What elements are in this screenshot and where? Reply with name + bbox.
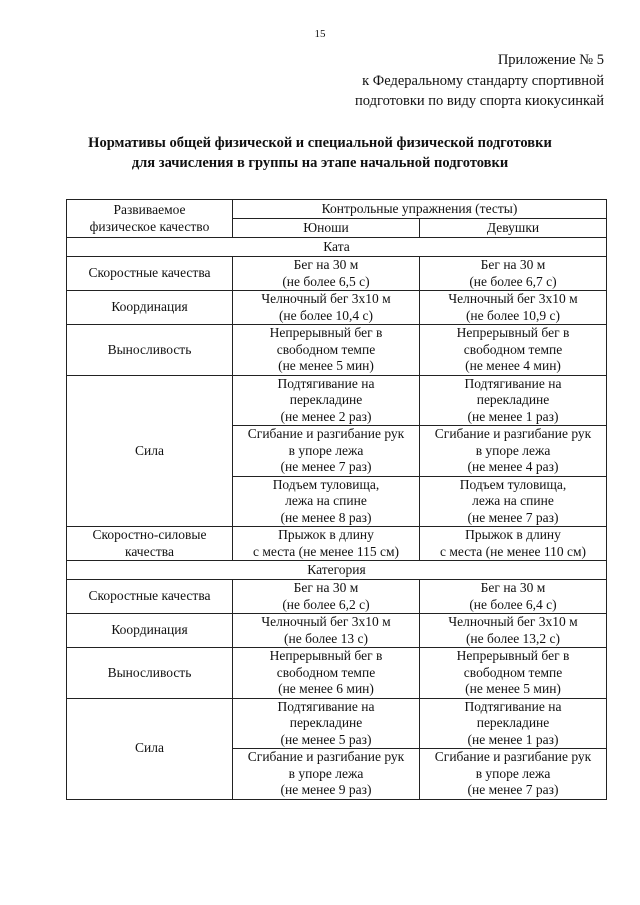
girls-standard-cell xyxy=(420,325,607,376)
boys-standard-cell xyxy=(233,291,420,325)
boys-standard-line: с места (не менее 115 см) xyxy=(252,543,400,559)
table-row xyxy=(67,375,607,426)
girls-standard-line: Подтягивание на xyxy=(464,698,562,714)
boys-standard-line: Бег на 30 м xyxy=(293,257,359,272)
boys-standard-cell xyxy=(233,527,420,561)
boys-standard-line: Подъем туловища, xyxy=(272,476,380,492)
girls-standard-cell xyxy=(420,614,607,648)
boys-standard-line: Подтягивание на xyxy=(277,375,375,391)
boys-standard-line: (не менее 8 раз) xyxy=(280,509,372,525)
girls-standard-line: (не менее 1 раз) xyxy=(467,731,559,747)
boys-standard-line: (не менее 5 мин) xyxy=(278,358,374,373)
girls-standard-line: (не менее 5 мин) xyxy=(465,681,561,696)
boys-standard-cell xyxy=(233,476,420,527)
girls-standard-line: Челночный бег 3х10 м xyxy=(448,614,578,629)
header-girls: Девушки xyxy=(420,219,607,238)
quality-cell: Сила xyxy=(67,698,233,799)
boys-standard-line: Сгибание и разгибание рук xyxy=(247,426,405,441)
girls-standard-line: перекладине xyxy=(476,715,550,730)
document-title xyxy=(0,133,640,173)
girls-standard-cell xyxy=(420,580,607,614)
boys-standard-cell xyxy=(233,614,420,648)
table-row xyxy=(67,325,607,376)
girls-standard-line: Подтягивание на xyxy=(464,375,562,391)
girls-standard-line: (не более 6,4 с) xyxy=(469,596,557,612)
girls-standard-line: (не менее 1 раз) xyxy=(467,408,559,424)
section-row xyxy=(67,561,607,580)
boys-standard-line: Непрерывный бег в xyxy=(269,648,383,663)
boys-standard-line: Прыжок в длину xyxy=(278,527,374,542)
boys-standard-line: (не более 13 с) xyxy=(284,630,368,646)
boys-standard-cell xyxy=(233,325,420,376)
boys-standard-line: (не менее 6 мин) xyxy=(278,681,374,696)
boys-standard-line: Непрерывный бег в xyxy=(269,325,383,340)
girls-standard-line: (не менее 4 мин) xyxy=(465,358,561,373)
boys-standard-line: Челночный бег 3х10 м xyxy=(261,614,391,629)
girls-standard-line: Непрерывный бег в xyxy=(456,325,570,340)
boys-standard-cell xyxy=(233,698,420,749)
boys-standard-line: перекладине xyxy=(289,392,363,407)
boys-standard-line: Подтягивание на xyxy=(277,698,375,714)
boys-standard-line: Челночный бег 3х10 м xyxy=(261,291,391,306)
girls-standard-line: Бег на 30 м xyxy=(480,580,546,595)
girls-standard-cell xyxy=(420,375,607,426)
girls-standard-line: свободном темпе xyxy=(463,341,563,357)
norms-table xyxy=(66,199,607,800)
header-quality-line-1: Развиваемое xyxy=(113,202,186,217)
table-body xyxy=(67,238,607,800)
girls-standard-line: перекладине xyxy=(476,392,550,407)
girls-standard-line: Непрерывный бег в xyxy=(456,648,570,663)
boys-standard-cell xyxy=(233,257,420,291)
boys-standard-line: свободном темпе xyxy=(276,664,376,680)
girls-standard-line: Подъем туловища, xyxy=(459,476,567,492)
section-row xyxy=(67,238,607,257)
girls-standard-cell xyxy=(420,749,607,800)
quality-cell: Сила xyxy=(67,375,233,527)
quality-cell: Выносливость xyxy=(67,325,233,376)
boys-standard-cell xyxy=(233,580,420,614)
table-row xyxy=(67,698,607,749)
boys-standard-cell xyxy=(233,749,420,800)
girls-standard-line: (не менее 7 раз) xyxy=(467,509,559,525)
table-row xyxy=(67,648,607,699)
table-row xyxy=(67,257,607,291)
boys-standard-line: (не более 10,4 с) xyxy=(278,307,374,323)
table-row xyxy=(67,291,607,325)
quality-cell: Выносливость xyxy=(67,648,233,699)
girls-standard-cell xyxy=(420,698,607,749)
boys-standard-line: (не более 6,5 с) xyxy=(282,273,370,289)
title-line-2: для зачисления в группы на этапе начальной подготовки xyxy=(131,155,509,171)
header-boys: Юноши xyxy=(233,219,420,238)
section-title: Ката xyxy=(67,238,607,257)
girls-standard-line: Сгибание и разгибание рук xyxy=(434,749,592,764)
quality-cell: Координация xyxy=(67,614,233,648)
girls-standard-cell xyxy=(420,426,607,477)
boys-standard-line: (не более 6,2 с) xyxy=(282,596,370,612)
girls-standard-line: с места (не менее 110 см) xyxy=(439,543,587,559)
boys-standard-line: (не менее 2 раз) xyxy=(280,408,372,424)
quality-line: качества xyxy=(124,543,174,559)
annex-line-2: к Федеральному стандарту спортивной xyxy=(362,72,604,89)
quality-cell xyxy=(67,527,233,561)
title-line-1: Нормативы общей физической и специальной физической подготовки xyxy=(88,135,552,151)
girls-standard-cell xyxy=(420,648,607,699)
quality-cell: Скоростные качества xyxy=(67,257,233,291)
girls-standard-line: Прыжок в длину xyxy=(465,527,561,542)
annex-line-1: Приложение № 5 xyxy=(497,52,604,68)
page-number: 15 xyxy=(314,28,326,40)
boys-standard-line: перекладине xyxy=(289,715,363,730)
header-quality xyxy=(67,200,233,238)
boys-standard-line: (не менее 7 раз) xyxy=(280,459,372,474)
annex-header xyxy=(355,50,604,112)
girls-standard-line: Сгибание и разгибание рук xyxy=(434,426,592,441)
table-row xyxy=(67,527,607,561)
girls-standard-line: в упоре лежа xyxy=(475,765,551,781)
girls-standard-line: (не менее 7 раз) xyxy=(467,782,559,797)
boys-standard-cell xyxy=(233,375,420,426)
boys-standard-line: в упоре лежа xyxy=(288,442,364,458)
girls-standard-line: в упоре лежа xyxy=(475,442,551,458)
girls-standard-line: (не более 13,2 с) xyxy=(465,630,561,646)
header-tests: Контрольные упражнения (тесты) xyxy=(233,200,607,219)
girls-standard-line: (не более 6,7 с) xyxy=(469,273,557,289)
boys-standard-line: (не менее 5 раз) xyxy=(280,731,372,747)
girls-standard-line: свободном темпе xyxy=(463,664,563,680)
boys-standard-cell xyxy=(233,648,420,699)
boys-standard-line: свободном темпе xyxy=(276,341,376,357)
girls-standard-cell xyxy=(420,257,607,291)
quality-line: Скоростно-силовые xyxy=(92,527,207,542)
section-title: Категория xyxy=(67,561,607,580)
boys-standard-line: Бег на 30 м xyxy=(293,580,359,595)
girls-standard-line: Бег на 30 м xyxy=(480,257,546,272)
boys-standard-line: лежа на спине xyxy=(285,493,367,508)
girls-standard-cell xyxy=(420,291,607,325)
girls-standard-cell xyxy=(420,476,607,527)
girls-standard-line: (не более 10,9 с) xyxy=(465,307,561,323)
boys-standard-line: Сгибание и разгибание рук xyxy=(247,749,405,764)
quality-cell: Скоростные качества xyxy=(67,580,233,614)
girls-standard-cell xyxy=(420,527,607,561)
boys-standard-cell xyxy=(233,426,420,477)
boys-standard-line: в упоре лежа xyxy=(288,765,364,781)
girls-standard-line: (не менее 4 раз) xyxy=(467,459,559,474)
table-row xyxy=(67,614,607,648)
girls-standard-line: Челночный бег 3х10 м xyxy=(448,291,578,306)
girls-standard-line: лежа на спине xyxy=(472,493,554,508)
quality-cell: Координация xyxy=(67,291,233,325)
table-row xyxy=(67,580,607,614)
header-quality-line-2: физическое качество xyxy=(89,218,210,234)
annex-line-3: подготовки по виду спорта киокусинкай xyxy=(355,93,604,109)
boys-standard-line: (не менее 9 раз) xyxy=(280,782,372,797)
